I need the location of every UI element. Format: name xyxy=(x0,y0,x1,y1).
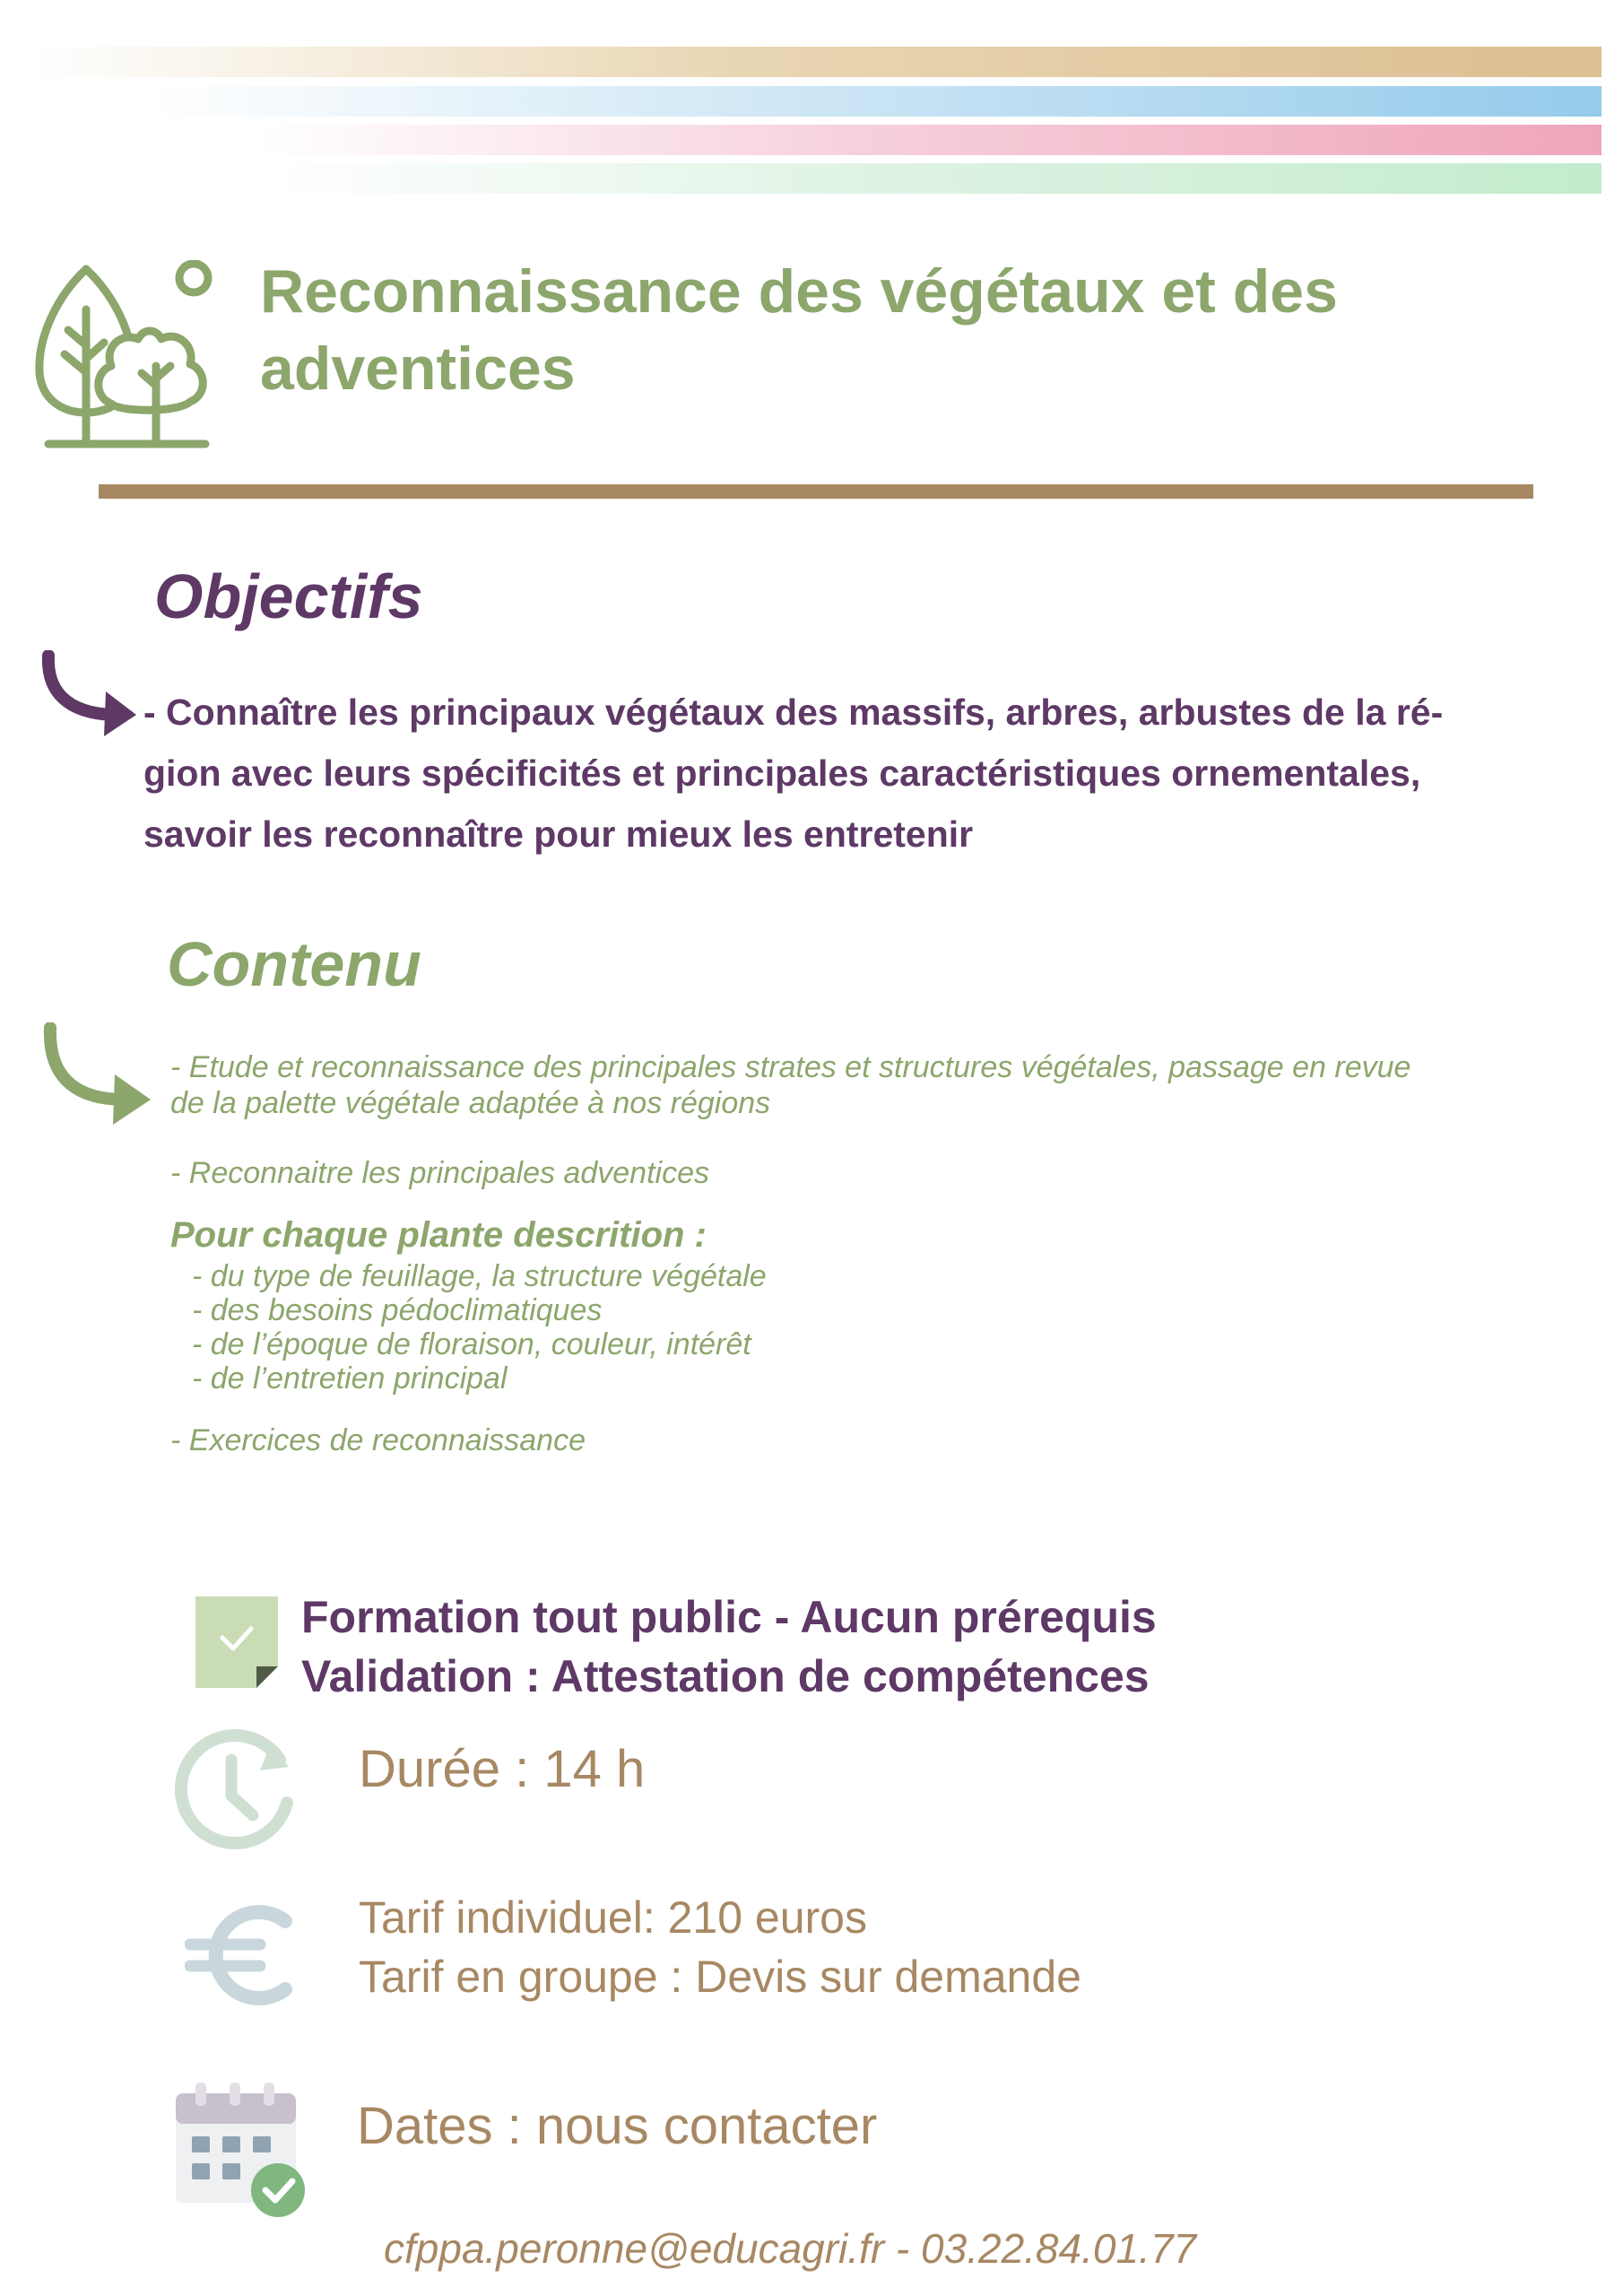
check-document-icon xyxy=(192,1593,282,1692)
divider xyxy=(99,484,1533,499)
stripe-beige xyxy=(32,47,1601,77)
title-line-2: adventices xyxy=(260,335,576,403)
tarif-individuel: Tarif individuel: 210 euros xyxy=(359,1892,867,1943)
dates-text: Dates : nous contacter xyxy=(357,2097,878,2155)
contenu-item-3: - Exercices de reconnaissance xyxy=(170,1423,586,1457)
stripe-pink xyxy=(260,125,1601,155)
objectifs-line-1: - Connaître les principaux végétaux des massifs, arbres, arbustes de la ré- xyxy=(143,691,1444,733)
objectifs-line-2: gion avec leurs spécificités et principales caractéristiques ornementales, xyxy=(143,752,1421,794)
contenu-subheading: Pour chaque plante descrition : xyxy=(170,1215,707,1255)
contenu-item-2: - Reconnaitre les principales adventices xyxy=(170,1156,709,1190)
trees-icon xyxy=(30,260,228,448)
calendar-check-icon xyxy=(170,2077,314,2221)
list-item: - du type de feuillage, la structure végétale xyxy=(192,1259,767,1293)
contenu-item-1 xyxy=(170,1049,1533,1121)
curved-arrow-icon xyxy=(41,1022,158,1130)
title-line-1: Reconnaissance des végétaux et des xyxy=(260,257,1338,326)
validation-text: Validation : Attestation de compétences xyxy=(301,1651,1150,1701)
tarif-groupe: Tarif en groupe : Devis sur demande xyxy=(359,1952,1081,2002)
contenu-item-1-line-1: - Etude et reconnaissance des principales strates et structures végétales, passage en revue xyxy=(170,1050,1411,1084)
list-item: - des besoins pédoclimatiques xyxy=(192,1293,603,1327)
tarif-text xyxy=(359,1888,1081,2006)
stripe-blue xyxy=(152,86,1601,117)
page-title xyxy=(260,253,1515,407)
euro-icon xyxy=(185,1901,301,2009)
list-item: - de l’époque de floraison, couleur, intérêt xyxy=(192,1327,751,1361)
contenu-sublist xyxy=(192,1259,767,1396)
contenu-heading: Contenu xyxy=(167,929,421,999)
public-text: Formation tout public - Aucun prérequis xyxy=(301,1592,1157,1642)
curved-arrow-icon xyxy=(39,650,147,740)
formation-info xyxy=(301,1587,1157,1706)
duree-text: Durée : 14 h xyxy=(359,1740,646,1798)
objectifs-text xyxy=(143,682,1542,865)
contenu-item-1-line-2: de la palette végétale adaptée à nos régions xyxy=(170,1086,771,1120)
objectifs-line-3: savoir les reconnaître pour mieux les entretenir xyxy=(143,813,974,855)
clock-icon xyxy=(170,1722,305,1857)
stripe-green xyxy=(269,163,1601,194)
contact-text: cfppa.peronne@educagri.fr - 03.22.84.01.77 xyxy=(384,2225,1196,2272)
list-item: - de l’entretien principal xyxy=(192,1361,508,1396)
objectifs-heading: Objectifs xyxy=(154,561,423,631)
